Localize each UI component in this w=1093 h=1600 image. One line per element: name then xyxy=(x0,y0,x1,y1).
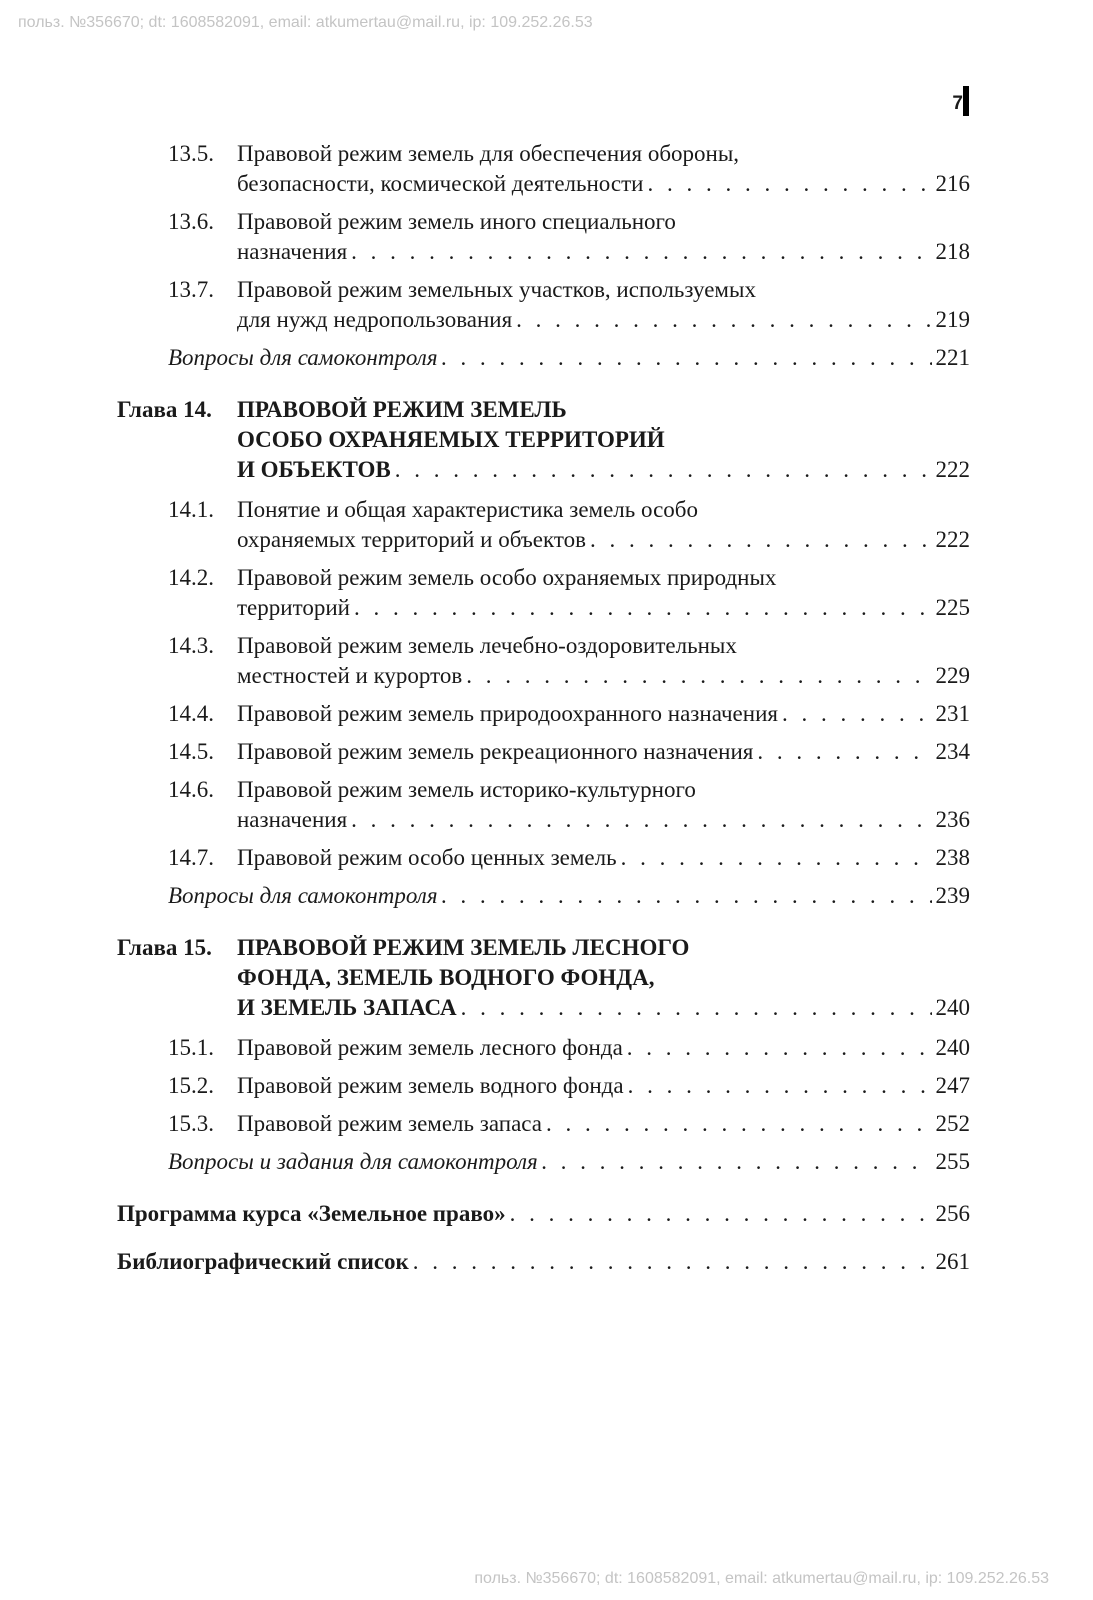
page-ref: 216 xyxy=(935,171,970,196)
table-of-contents xyxy=(117,139,970,1277)
dot-leader xyxy=(351,805,931,835)
bibliography-title: Библиографический список xyxy=(117,1249,409,1274)
dot-leader xyxy=(542,1147,932,1177)
toc-entry-14-4[interactable] xyxy=(117,699,970,729)
page-ref: 222 xyxy=(935,527,970,552)
section-number: 14.7. xyxy=(168,845,214,870)
page-ref: 239 xyxy=(935,883,970,908)
entry-title-line-1: Правовой режим земель для обеспечения обороны, xyxy=(237,141,740,166)
dot-leader xyxy=(466,661,931,691)
dot-leader xyxy=(413,1247,932,1277)
toc-entry-15-3[interactable] xyxy=(117,1109,970,1139)
dot-leader xyxy=(546,1109,932,1139)
chapter-title-line-2: ОСОБО ОХРАНЯЕМЫХ ТЕРРИТОРИЙ xyxy=(237,427,665,452)
page-number-bar xyxy=(963,86,969,116)
page-ref: 225 xyxy=(935,595,970,620)
page-ref: 252 xyxy=(935,1111,970,1136)
dot-leader xyxy=(628,1071,932,1101)
toc-entry-13-6[interactable] xyxy=(117,207,970,267)
dot-leader xyxy=(351,237,931,267)
page-ref: 236 xyxy=(935,807,970,832)
dot-leader xyxy=(647,169,931,199)
entry-title: Правовой режим земель лесного фонда xyxy=(237,1035,623,1060)
page-ref: 234 xyxy=(935,739,970,764)
toc-entry-14-3[interactable] xyxy=(117,631,970,691)
toc-entry-15-2[interactable] xyxy=(117,1071,970,1101)
toc-program[interactable] xyxy=(117,1199,970,1229)
dot-leader xyxy=(510,1199,932,1229)
section-number: 14.6. xyxy=(168,777,214,802)
page-ref: 255 xyxy=(935,1149,970,1174)
toc-entry-14-5[interactable] xyxy=(117,737,970,767)
dot-leader xyxy=(757,737,931,767)
toc-entry-14-7[interactable] xyxy=(117,843,970,873)
watermark-bottom: польз. №356670; dt: 1608582091, email: atkumertau@mail.ru, ip: 109.252.26.53 xyxy=(474,1570,1049,1587)
toc-questions-13[interactable] xyxy=(168,343,970,373)
toc-entry-14-1[interactable] xyxy=(117,495,970,555)
section-number: 13.7. xyxy=(168,277,214,302)
page-ref: 221 xyxy=(935,345,970,370)
toc-entry-13-5[interactable] xyxy=(117,139,970,199)
entry-title-line-2: для нужд недропользования xyxy=(237,307,513,332)
entry-title: Правовой режим особо ценных земель xyxy=(237,845,617,870)
page-ref: 218 xyxy=(935,239,970,264)
dot-leader xyxy=(354,593,932,623)
chapter-title-line-3: И ОБЪЕКТОВ xyxy=(237,457,391,482)
toc-questions-14[interactable] xyxy=(168,881,970,911)
watermark-top: польз. №356670; dt: 1608582091, email: atkumertau@mail.ru, ip: 109.252.26.53 xyxy=(18,14,593,31)
toc-chapter-15[interactable] xyxy=(117,933,970,1023)
dot-leader xyxy=(590,525,932,555)
chapter-title-line-1: ПРАВОВОЙ РЕЖИМ ЗЕМЕЛЬ ЛЕСНОГО xyxy=(237,935,690,960)
section-number: 14.1. xyxy=(168,497,214,522)
page-ref: 240 xyxy=(935,1035,970,1060)
dot-leader xyxy=(442,343,932,373)
section-number: 15.1. xyxy=(168,1035,214,1060)
section-number: 14.3. xyxy=(168,633,214,658)
entry-title-line-1: Правовой режим земель историко-культурного xyxy=(237,777,696,802)
questions-title: Вопросы для самоконтроля xyxy=(168,345,438,370)
chapter-title-line-2: ФОНДА, ЗЕМЕЛЬ ВОДНОГО ФОНДА, xyxy=(237,965,655,990)
chapter-title-line-3: И ЗЕМЕЛЬ ЗАПАСА xyxy=(237,995,457,1020)
page-ref: 247 xyxy=(935,1073,970,1098)
entry-title-line-1: Правовой режим земель особо охраняемых природных xyxy=(237,565,777,590)
page-ref: 231 xyxy=(935,701,970,726)
page-ref: 261 xyxy=(935,1249,970,1274)
chapter-label: Глава 15. xyxy=(117,935,212,960)
section-number: 14.5. xyxy=(168,739,214,764)
chapter-label: Глава 14. xyxy=(117,397,212,422)
page-ref: 229 xyxy=(935,663,970,688)
section-number: 14.4. xyxy=(168,701,214,726)
entry-title: Правовой режим земель рекреационного назначения xyxy=(237,739,754,764)
entry-title-line-1: Правовой режим земельных участков, используемых xyxy=(237,277,756,302)
dot-leader xyxy=(621,843,932,873)
section-number: 15.2. xyxy=(168,1073,214,1098)
entry-title-line-2: местностей и курортов xyxy=(237,663,463,688)
toc-entry-13-7[interactable] xyxy=(117,275,970,335)
toc-entry-15-1[interactable] xyxy=(117,1033,970,1063)
toc-bibliography[interactable] xyxy=(117,1247,970,1277)
section-number: 15.3. xyxy=(168,1111,214,1136)
toc-entry-14-6[interactable] xyxy=(117,775,970,835)
toc-questions-15[interactable] xyxy=(168,1147,970,1177)
page-ref: 219 xyxy=(935,307,970,332)
section-number: 13.5. xyxy=(168,141,214,166)
entry-title: Правовой режим земель запаса xyxy=(237,1111,542,1136)
page-number: 7 xyxy=(952,93,963,114)
entry-title-line-2: территорий xyxy=(237,595,350,620)
page-ref: 256 xyxy=(935,1201,970,1226)
toc-entry-14-2[interactable] xyxy=(117,563,970,623)
dot-leader xyxy=(395,455,932,485)
questions-title: Вопросы для самоконтроля xyxy=(168,883,438,908)
page-ref: 240 xyxy=(935,995,970,1020)
entry-title-line-1: Правовой режим земель иного специального xyxy=(237,209,676,234)
entry-title-line-2: назначения xyxy=(237,807,348,832)
entry-title: Правовой режим земель природоохранного назначения xyxy=(237,701,778,726)
entry-title-line-2: безопасности, космической деятельности xyxy=(237,171,644,196)
entry-title: Правовой режим земель водного фонда xyxy=(237,1073,624,1098)
page-ref: 238 xyxy=(935,845,970,870)
page-ref: 222 xyxy=(935,457,970,482)
entry-title-line-1: Правовой режим земель лечебно-оздоровительных xyxy=(237,633,737,658)
dot-leader xyxy=(442,881,932,911)
questions-title: Вопросы и задания для самоконтроля xyxy=(168,1149,538,1174)
section-number: 13.6. xyxy=(168,209,214,234)
entry-title-line-1: Понятие и общая характеристика земель особо xyxy=(237,497,698,522)
dot-leader xyxy=(627,1033,932,1063)
chapter-title-line-1: ПРАВОВОЙ РЕЖИМ ЗЕМЕЛЬ xyxy=(237,397,567,422)
section-number: 14.2. xyxy=(168,565,214,590)
entry-title-line-2: охраняемых территорий и объектов xyxy=(237,527,586,552)
entry-title-line-2: назначения xyxy=(237,239,348,264)
toc-chapter-14[interactable] xyxy=(117,395,970,485)
dot-leader xyxy=(461,993,932,1023)
dot-leader xyxy=(782,699,932,729)
dot-leader xyxy=(516,305,931,335)
program-title: Программа курса «Земельное право» xyxy=(117,1201,506,1226)
